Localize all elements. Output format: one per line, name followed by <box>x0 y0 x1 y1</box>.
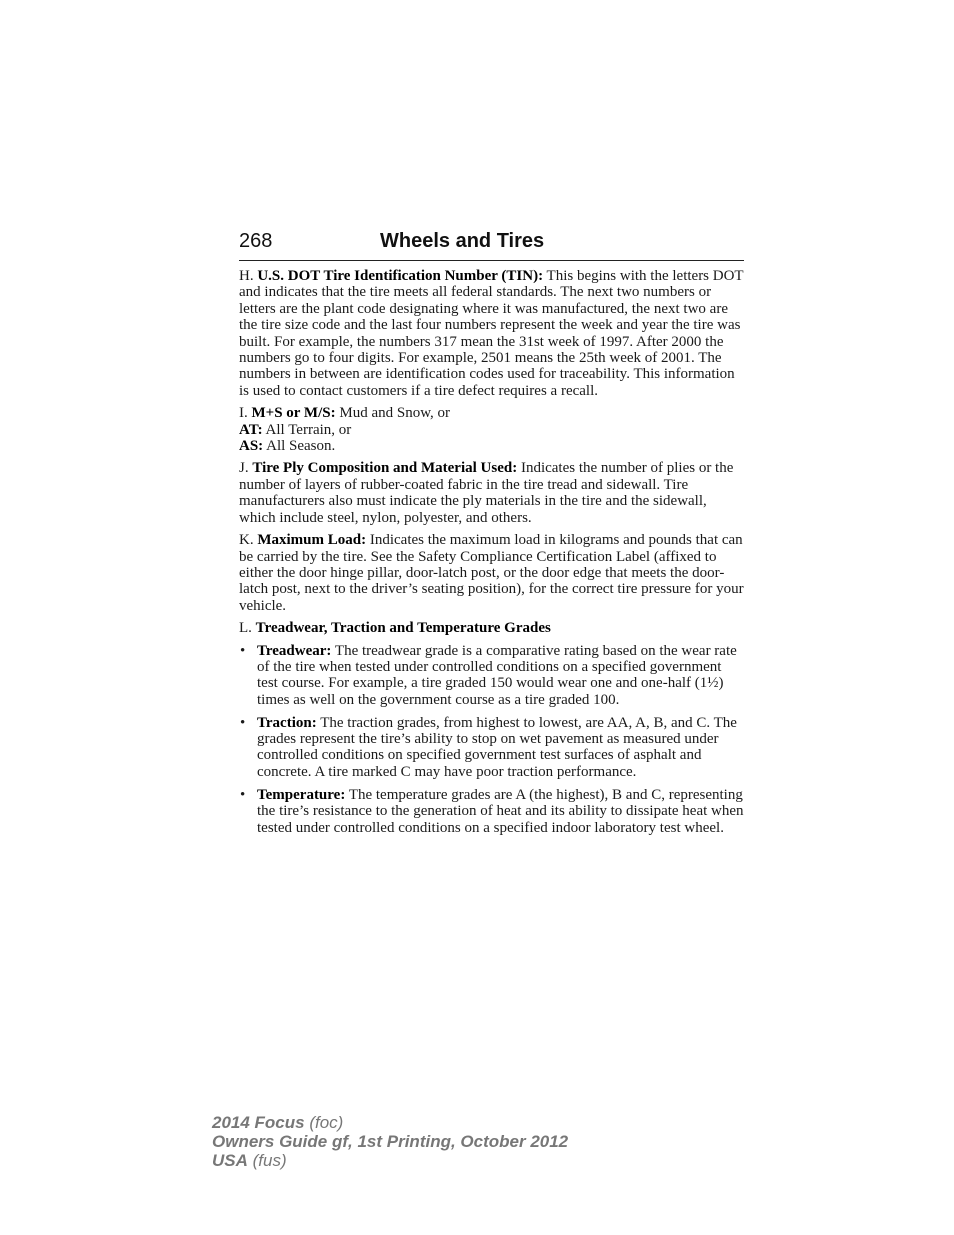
item-term: Tire Ply Composition and Material Used: <box>252 460 518 477</box>
item-term: AT: <box>239 421 263 438</box>
item-text: All Terrain, or <box>265 421 352 438</box>
list-item-treadwear <box>239 643 744 709</box>
bullet-term: Temperature: <box>257 786 346 803</box>
footer-model-line <box>212 1113 568 1132</box>
section-title: Wheels and Tires <box>380 230 545 252</box>
grades-list <box>239 643 744 836</box>
footer-model: 2014 Focus <box>212 1113 305 1132</box>
item-prefix: L. <box>239 620 252 637</box>
tire-type-ms <box>239 405 744 421</box>
footer-region: USA <box>212 1151 248 1170</box>
tire-type-as <box>239 438 744 454</box>
paragraph-k <box>239 532 744 614</box>
item-term: U.S. DOT Tire Identification Number (TIN): <box>257 268 544 284</box>
item-term: Maximum Load: <box>257 532 367 549</box>
item-text: This begins with the letters DOT and indicates that the tire meets all federal standards. The next two numbers or letters are the plant code designating where it was manufactured, the next two are the tire size code and the last four numbers represent the week and year the tire was built. For example, the numbers 317 mean the 31st week of 1997. After 2000 the numbers go to four digits. For example, 2501 means the 25th week of 2001. The numbers in between are identification codes used for traceability. This information is used to contact customers if a tire defect requires a recall. <box>239 268 744 399</box>
item-text: Indicates the maximum load in kilograms and pounds that can be carried by the tire. See the Safety Compliance Certification Label (affixed to either the door hinge pillar, door-latch post, or the door edge that meets the door-latch post, next to the driver’s seating position), for the correct tire pressure for your vehicle. <box>239 532 744 614</box>
item-prefix: K. <box>239 532 254 549</box>
footer-region-code: (fus) <box>252 1151 287 1170</box>
bullet-icon: • <box>240 714 246 731</box>
item-term: Treadwear, Traction and Temperature Grades <box>255 620 551 637</box>
item-term: M+S or M/S: <box>251 405 336 422</box>
bullet-icon: • <box>240 642 246 659</box>
bullet-term: Treadwear: <box>257 642 332 659</box>
list-item-traction <box>239 715 744 781</box>
item-prefix: J. <box>239 460 249 477</box>
bullet-text: The temperature grades are A (the highest), B and C, representing the tire’s resistance to the generation of heat and its ability to dissipate heat when tested under controlled conditions on a specified indoor laboratory test wheel. <box>257 786 744 836</box>
page-header <box>239 228 744 261</box>
tire-type-at <box>239 422 744 438</box>
bullet-icon: • <box>240 786 246 803</box>
paragraph-i <box>239 405 744 454</box>
item-term: AS: <box>239 438 264 455</box>
paragraph-j <box>239 460 744 526</box>
footer-region-line <box>212 1151 568 1170</box>
page-footer <box>212 1113 568 1170</box>
paragraph-l <box>239 620 744 636</box>
item-text: Mud and Snow, or <box>339 405 451 422</box>
page-content <box>239 268 744 843</box>
page-number: 268 <box>239 230 273 252</box>
item-text: Indicates the number of plies or the number of layers of rubber-coated fabric in the tire tread and sidewall. Tire manufacturers also must indicate the ply materials in the tire and the sidewall, which include steel, nylon, polyester, and others. <box>239 460 734 526</box>
item-text: All Season. <box>266 438 336 455</box>
item-prefix: I. <box>239 405 248 422</box>
item-prefix: H. <box>239 268 254 284</box>
list-item-temperature <box>239 787 744 836</box>
footer-model-code: (foc) <box>309 1113 344 1132</box>
bullet-text: The traction grades, from highest to lowest, are AA, A, B, and C. The grades represent the tire’s ability to stop on wet pavement as measured under controlled conditions on specified government test surfaces of asphalt and concrete. A tire marked C may have poor traction performance. <box>257 714 737 780</box>
bullet-text: The treadwear grade is a comparative rating based on the wear rate of the tire when tested under controlled conditions on a specified government test course. For example, a tire graded 150 would wear one and one-half (1½) times as well on the government course as a tire graded 100. <box>257 642 737 708</box>
bullet-term: Traction: <box>257 714 317 731</box>
paragraph-h <box>239 268 744 399</box>
footer-guide: Owners Guide gf, 1st Printing, October 2012 <box>212 1132 569 1151</box>
footer-guide-line <box>212 1132 568 1151</box>
